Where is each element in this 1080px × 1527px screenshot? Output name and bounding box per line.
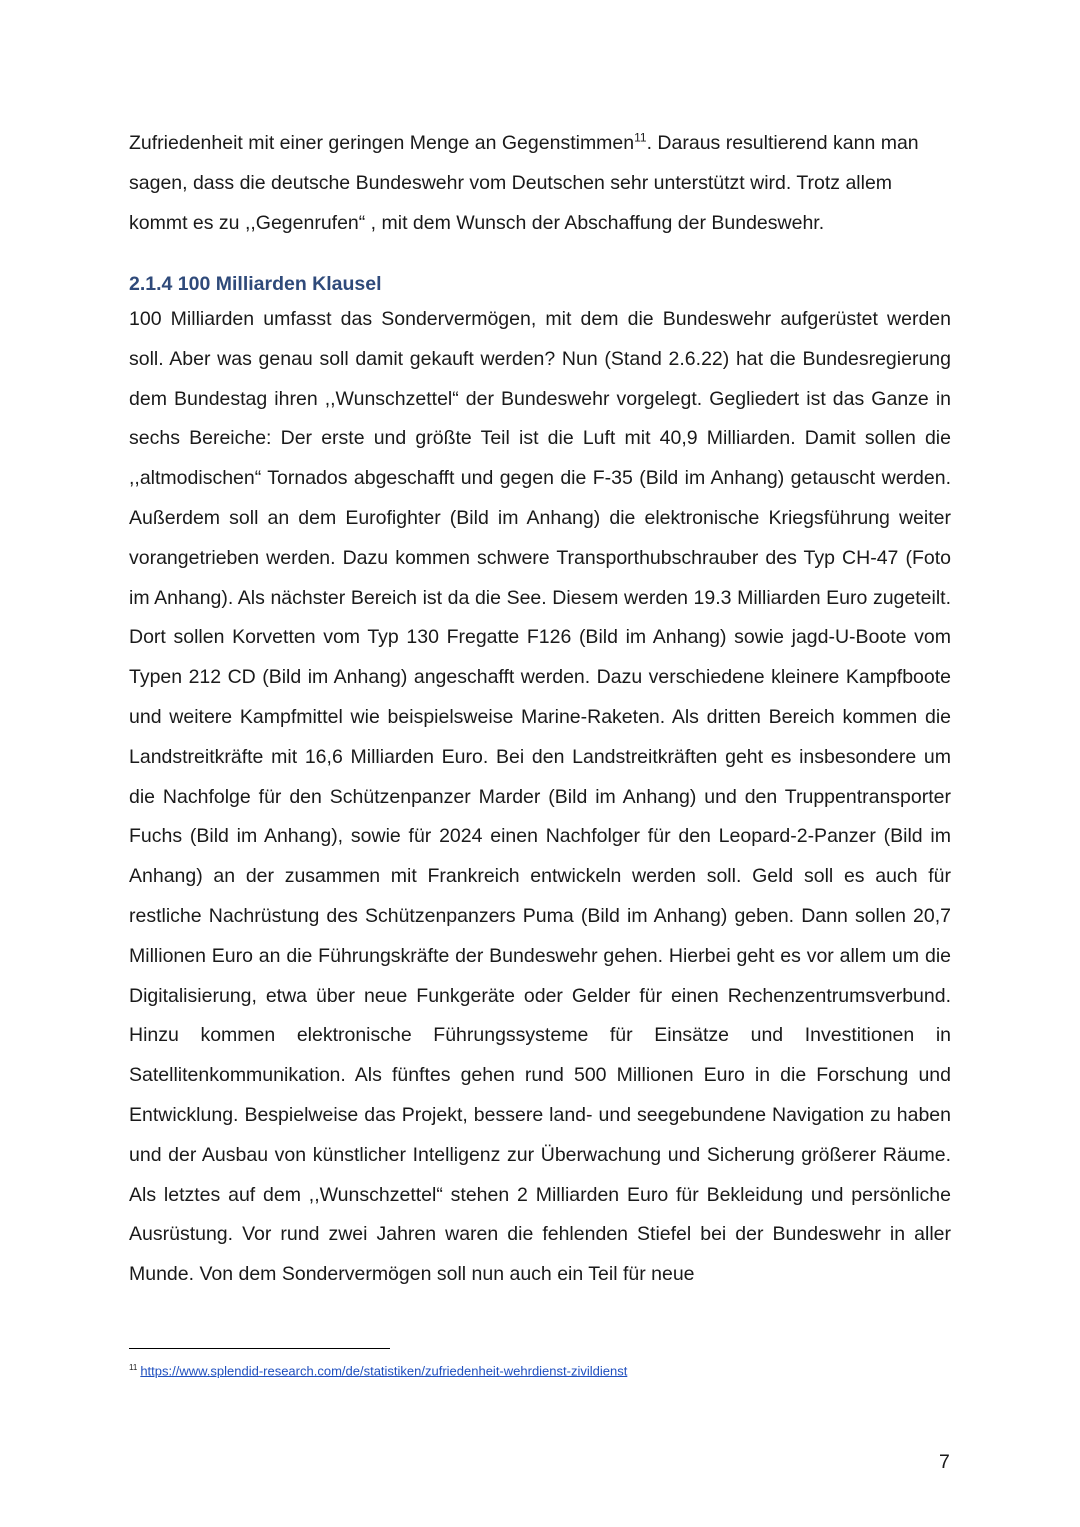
footnote-separator xyxy=(129,1348,390,1349)
section-body-paragraph: 100 Milliarden umfasst das Sondervermögen, mit dem die Bundeswehr aufgerüstet werden soll. Aber was genau soll damit gekauft werden? Nun (Stand 2.6.22) hat die Bundesregierung dem Bundestag ihren ,,Wunschzettel“ der Bundeswehr vorgelegt. Gegliedert ist das Ganze in sechs Bereiche: Der erste und größte Teil ist die Luft mit 40,9 Milliarden. Damit sollen die ,,altmodischen“ Tornados abgeschafft und gegen die F-35 (Bild im Anhang) getauscht werden. Außerdem soll an dem Eurofighter (Bild im Anhang) die elektronische Kriegsführung weiter vorangetrieben werden. Dazu kommen schwere Transporthubschrauber des Typ CH-47 (Foto im Anhang). Als nächster Bereich ist da die See. Diesem werden 19.3 Milliarden Euro zugeteilt. Dort sollen Korvetten vom Typ 130 Fregatte F126 (Bild im Anhang) sowie jagd-U-Boote vom Typen 212 CD (Bild im Anhang) angeschafft werden. Dazu verschiedene kleinere Kampfboote und weitere Kampfmittel wie beispielsweise Marine-Raketen. Als dritten Bereich kommen die Landstreitkräfte mit 16,6 Milliarden Euro. Bei den Landstreitkräften geht es insbesondere um die Nachfolge für den Schützenpanzer Marder (Bild im Anhang) und den Truppentransporter Fuchs (Bild im Anhang), sowie für 2024 einen Nachfolger für den Leopard-2-Panzer (Bild im Anhang) an der zusammen mit Frankreich entwickeln werden soll. Geld soll es auch für restliche Nachrüstung des Schützenpanzers Puma (Bild im Anhang) geben. Dann sollen 20,7 Millionen Euro an die Führungskräfte der Bundeswehr gehen. Hierbei geht es vor allem um die Digitalisierung, etwa über neue Funkgeräte oder Gelder für einen Rechenzentrumsverbund. Hinzu kommen elektronische Führungssysteme für Einsätze und Investitionen in Satellitenkommunikation. Als fünftes gehen rund 500 Millionen Euro in die Forschung und Entwicklung. Bespielweise das Projekt, bessere land- und seegebundene Navigation zu haben und der Ausbau von künstlicher Intelligenz zur Überwachung und Sicherung größerer Räume. Als letztes auf dem ,,Wunschzettel“ stehen 2 Milliarden Euro für Bekleidung und persönliche Ausrüstung. Vor rund zwei Jahren waren die fehlenden Stiefel bei der Bundeswehr in aller Munde. Von dem Sondervermögen soll nun auch ein Teil für neue xyxy=(129,308,951,1286)
intro-text-end: . Daraus resultierend kann man sagen, dass die deutsche Bundeswehr vom Deutschen sehr unterstützt wird. Trotz allem kommt es zu ,,Gegenrufen“ , mit dem Wunsch der Abschaffung der Bundeswehr. xyxy=(129,132,919,234)
page-number: 7 xyxy=(939,1451,950,1473)
intro-paragraph xyxy=(129,124,951,243)
footnote-marker: 11 xyxy=(129,1363,138,1372)
footnote-reference[interactable]: 11 xyxy=(634,130,647,145)
footnote-link[interactable]: https://www.splendid-research.com/de/statistiken/zufriedenheit-wehrdienst-zivildienst xyxy=(140,1363,628,1379)
intro-text-start: Zufriedenheit mit einer geringen Menge an Gegenstimmen xyxy=(129,132,635,154)
section-heading: 2.1.4 100 Milliarden Klausel xyxy=(129,273,382,295)
footnote xyxy=(129,1359,627,1380)
